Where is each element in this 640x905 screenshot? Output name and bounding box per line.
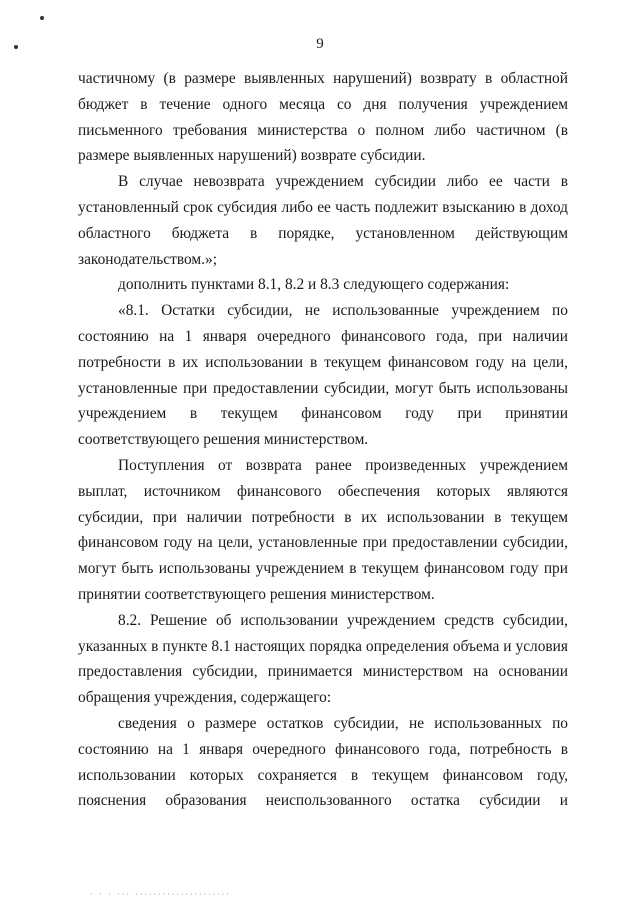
paragraph-5: Поступления от возврата ранее произведенных учреждением выплат, источником финансового обеспечения которых являются субсидии, при наличии потребности в их использовании в текущем финансовом году на цели, установленные при предоставлении субсидии, могут быть использованы учреждением в текущем финансовом году при принятии соответствующего решения министерством. (78, 456, 568, 603)
paragraph-2: В случае невозврата учреждением субсидии либо ее части в установленный срок субсидия либо ее часть подлежит взысканию в доход областного бюджета в порядке, установленном действующим законодательством.»; (78, 173, 568, 268)
paragraph-1: частичному (в размере выявленных нарушений) возврату в областной бюджет в течение одного месяца со дня получения учреждением письменного требования министерства о полном либо частичном (в размере выявленных нарушений) возврате субсидии. (78, 70, 568, 165)
scan-speck (40, 16, 44, 20)
paragraph-4: «8.1. Остатки субсидии, не использованные учреждением по состоянию на 1 января очередного финансового года, при наличии потребности в их использовании в текущем финансовом году на цели, установленные при предоставлении субсидии, могут быть использованы учреждением в текущем финансовом году при принятии соответствующего решения министерством. (78, 302, 568, 449)
paragraph-6: 8.2. Решение об использовании учреждением средств субсидии, указанных в пункте 8.1 настоящих порядка определения объема и условия предоставления субсидии, принимается министерством на основании обращения учреждения, содержащего: (78, 611, 568, 707)
scan-artifact: · · · ··· ····················· (90, 890, 231, 899)
scan-speck (14, 45, 18, 49)
paragraph-7: сведения о размере остатков субсидии, не использованных по состоянию на 1 января очередного финансового года, потребность в использовании которых сохраняется в текущем финансовом году, пояснения образования неиспользованного остатка субсидии и (78, 714, 568, 810)
document-body (78, 66, 568, 814)
page-number: 9 (316, 36, 324, 52)
paragraph-3: дополнить пунктами 8.1, 8.2 и 8.3 следующего содержания: (118, 276, 510, 294)
